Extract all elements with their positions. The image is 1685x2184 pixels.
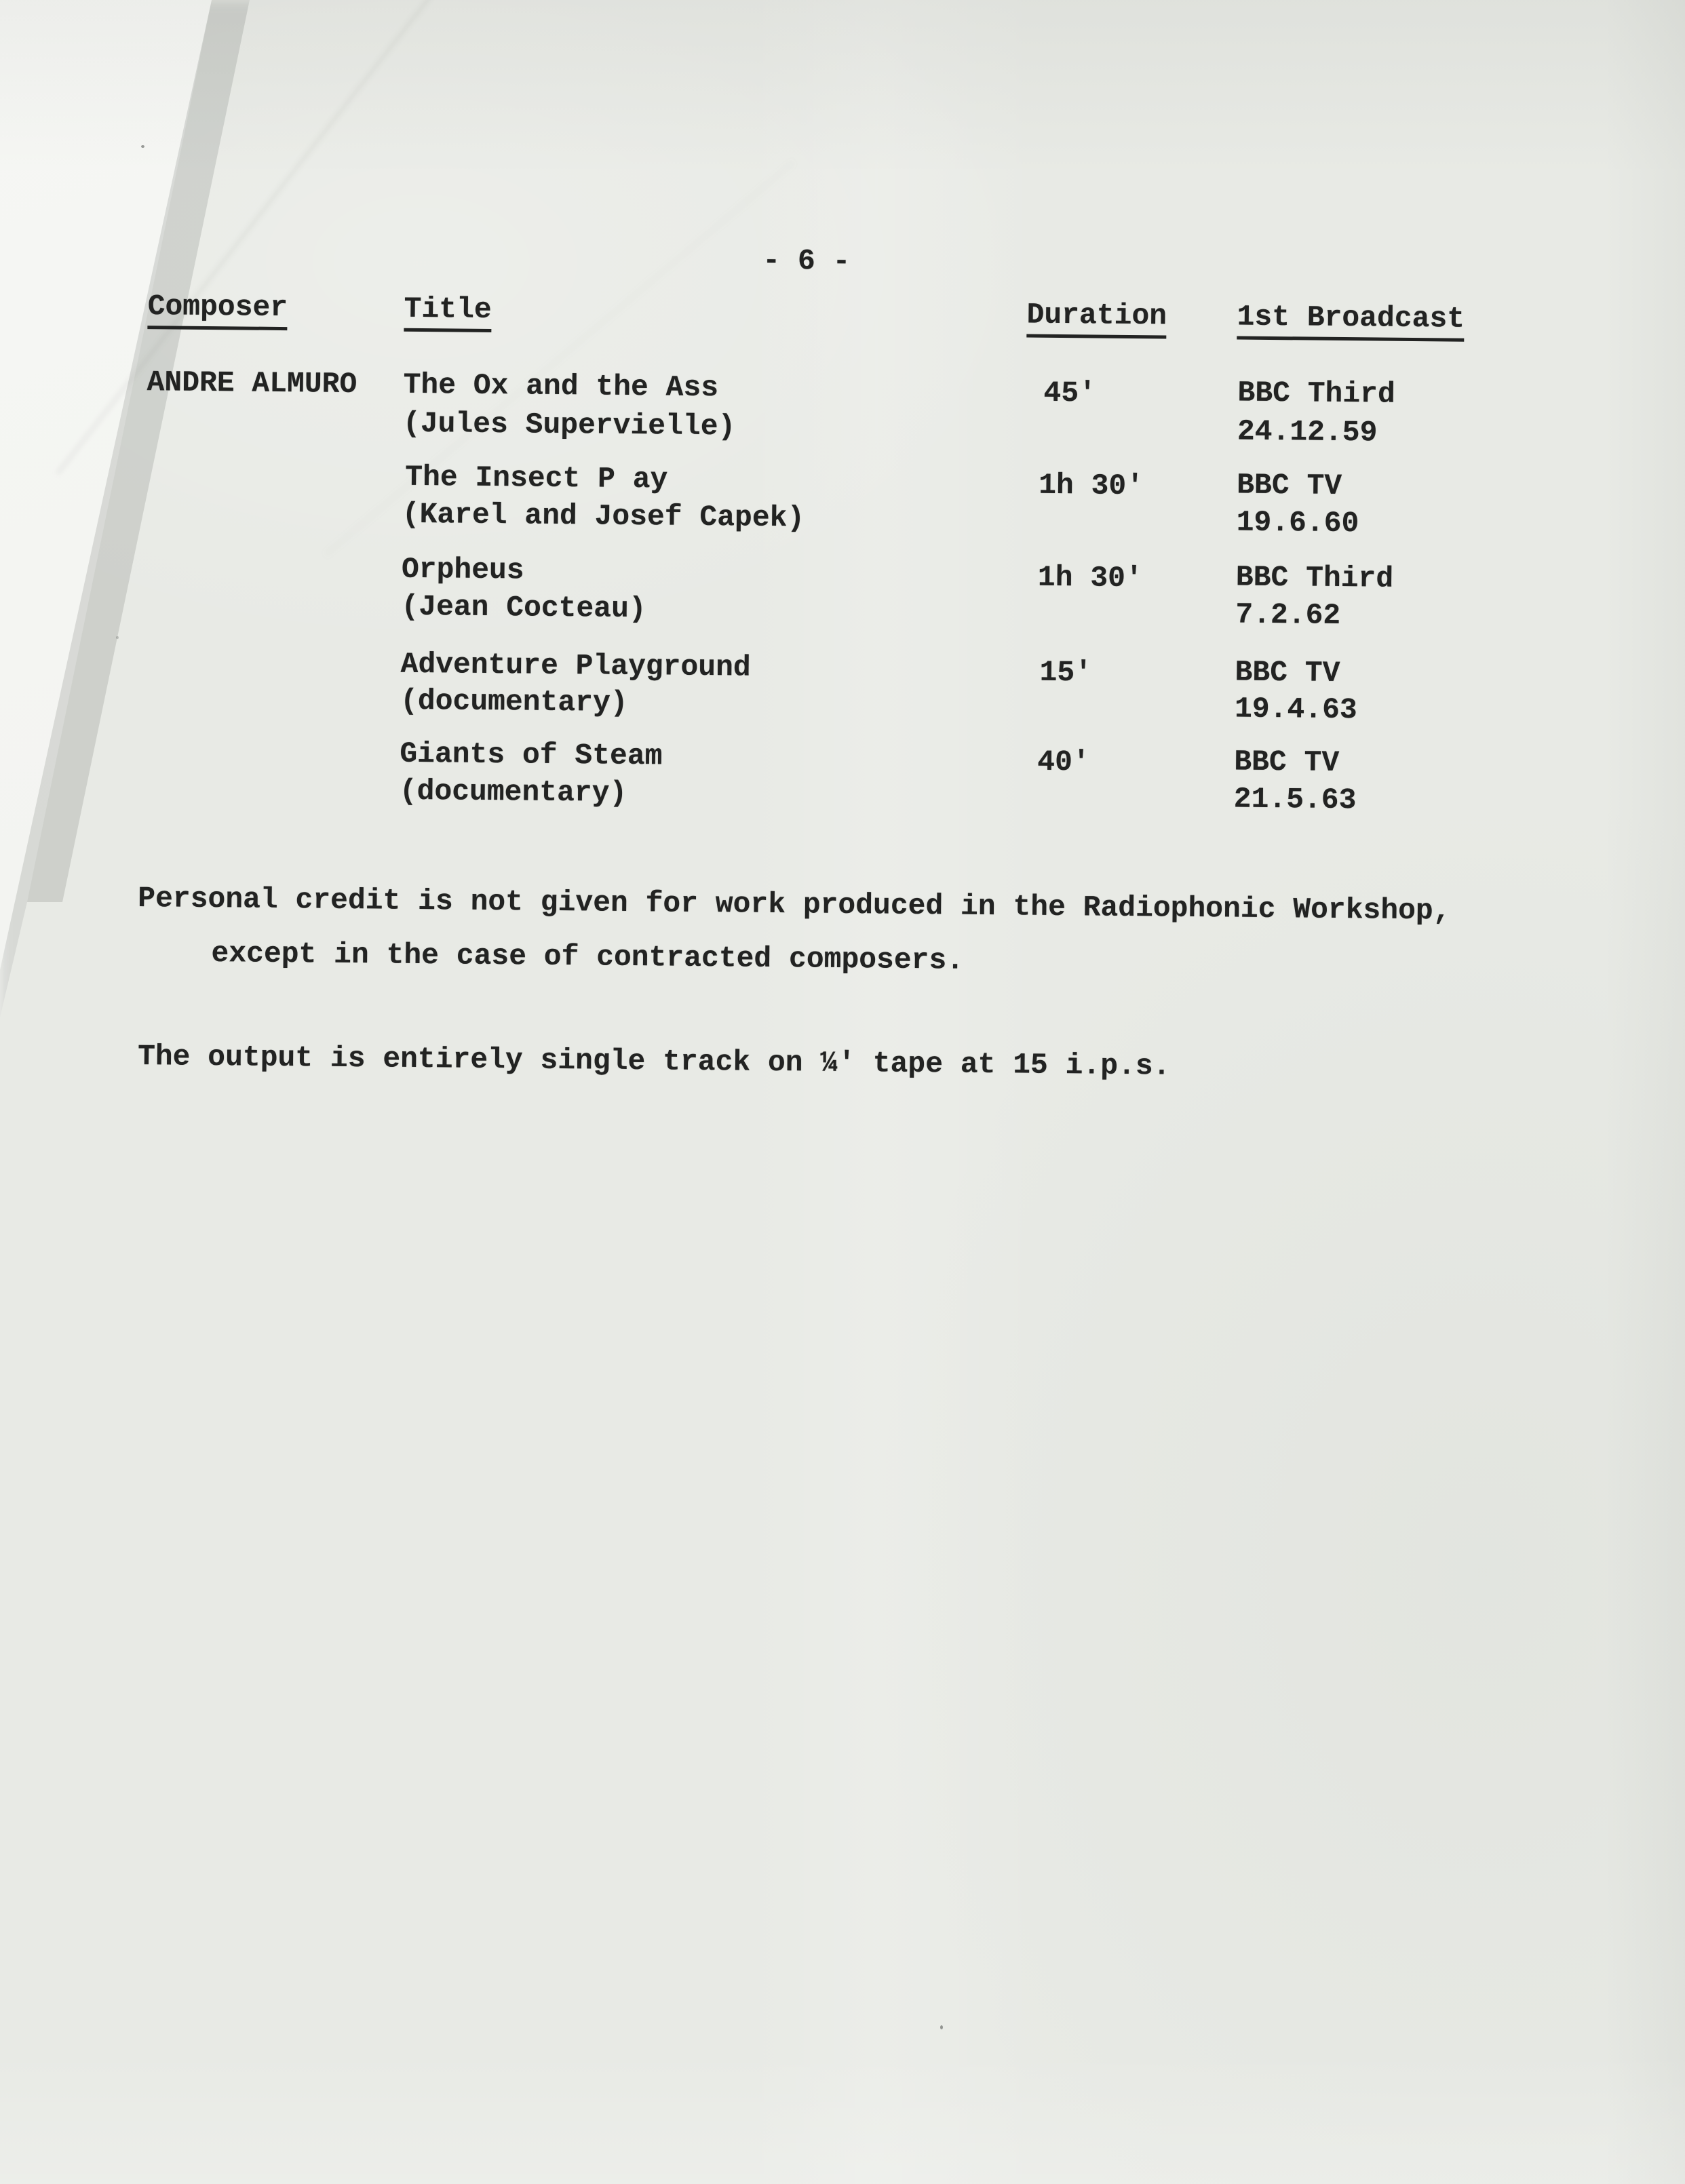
work-duration: 1h 30' xyxy=(1037,560,1143,596)
work-duration: 1h 30' xyxy=(1038,468,1144,503)
work-title: Giants of Steam xyxy=(400,737,663,773)
work-title: The Ox and the Ass xyxy=(403,368,719,405)
work-channel: BBC TV xyxy=(1235,655,1340,690)
column-header-broadcast: 1st Broadcast xyxy=(1237,303,1465,342)
credit-note-line2: except in the case of contracted composers. xyxy=(211,937,965,977)
work-subtitle: (documentary) xyxy=(399,774,627,810)
work-duration: 40' xyxy=(1037,745,1090,779)
work-title: Adventure Playground xyxy=(400,647,751,684)
column-header-title: Title xyxy=(404,294,492,332)
work-title: Orpheus xyxy=(401,552,524,587)
work-subtitle: (Jules Supervielle) xyxy=(402,406,736,444)
work-channel: BBC Third xyxy=(1237,376,1396,411)
work-channel: BBC Third xyxy=(1235,560,1394,596)
output-note: The output is entirely single track on ¼' tape at 15 i.p.s. xyxy=(137,1040,1171,1083)
work-subtitle: (Jean Cocteau) xyxy=(401,589,646,626)
work-duration: 15' xyxy=(1039,655,1093,690)
work-date: 7.2.62 xyxy=(1235,598,1341,633)
work-channel: BBC TV xyxy=(1234,745,1340,780)
work-title: The Insect P ay xyxy=(405,460,668,496)
credit-note-line1: Personal credit is not given for work produced in the Radiophonic Workshop, xyxy=(138,882,1451,928)
work-duration: 45' xyxy=(1043,376,1097,410)
work-date: 19.6.60 xyxy=(1236,505,1359,541)
composer-name: ANDRE ALMURO xyxy=(147,366,357,402)
work-subtitle: (documentary) xyxy=(400,684,628,720)
page-number: - 6 - xyxy=(762,243,851,279)
work-date: 24.12.59 xyxy=(1237,414,1378,450)
column-header-composer: Composer xyxy=(147,292,288,330)
column-header-duration: Duration xyxy=(1026,300,1167,339)
work-date: 19.4.63 xyxy=(1234,692,1357,727)
work-channel: BBC TV xyxy=(1236,468,1342,503)
work-subtitle: (Karel and Josef Capek) xyxy=(402,497,805,535)
work-date: 21.5.63 xyxy=(1233,782,1357,817)
